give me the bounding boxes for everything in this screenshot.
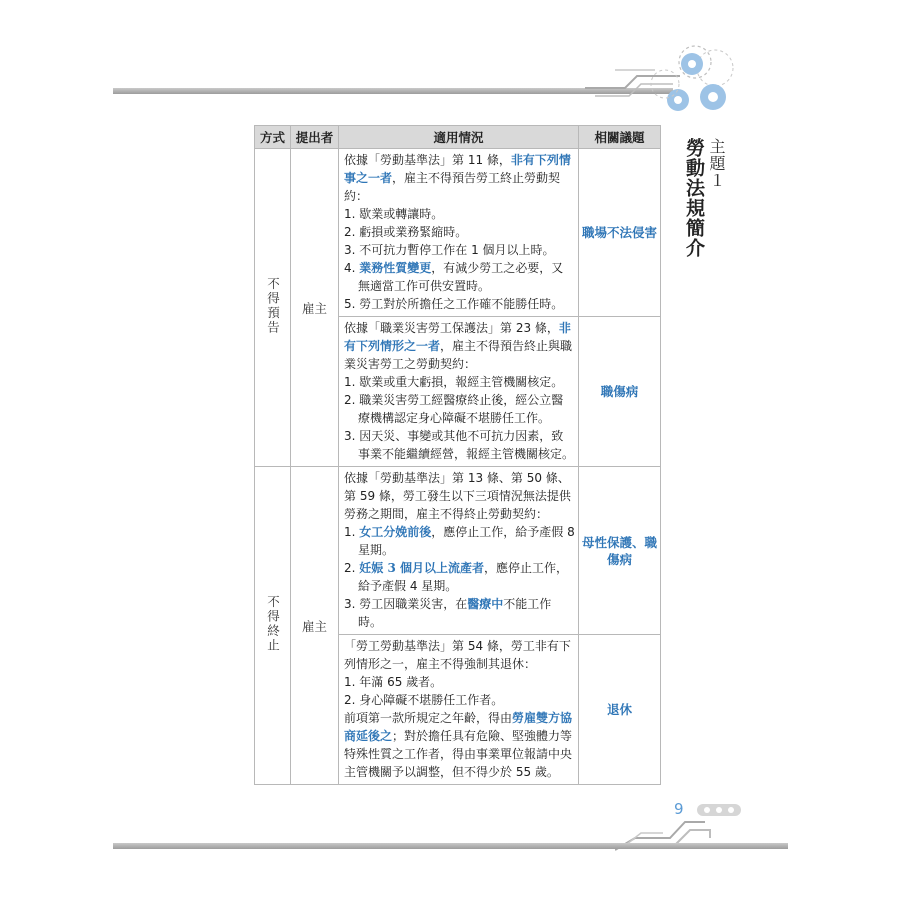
list-item: 3. 不可抗力暫停工作在 1 個月以上時。 xyxy=(344,243,555,257)
method-cell: 不得終止 xyxy=(255,467,291,785)
list-item: 2. 虧損或業務緊縮時。 xyxy=(344,225,468,239)
footer-rule xyxy=(113,843,788,849)
list-item: 1. 歇業或轉讓時。 xyxy=(344,207,444,221)
gear-circuit-decoration xyxy=(585,40,745,120)
labor-law-table xyxy=(254,125,661,785)
footer-circuit-decoration xyxy=(615,800,755,860)
list-item: 1. 歇業或重大虧損，報經主管機關核定。 xyxy=(344,375,564,389)
issue-cell: 職傷病 xyxy=(579,317,661,467)
page-number: 9 xyxy=(674,800,684,818)
list-item: 2. 職業災害勞工經醫療終止後，經公立醫療機構認定身心障礙不堪勝任工作。 xyxy=(344,393,564,425)
header-issue: 相關議題 xyxy=(579,126,661,149)
header-proposer: 提出者 xyxy=(291,126,339,149)
header-method: 方式 xyxy=(255,126,291,149)
issue-cell: 母性保護、職傷病 xyxy=(579,467,661,635)
table-row xyxy=(255,467,661,635)
list-item: 4. 業務性質變更，有減少勞工之必要，又無適當工作可供安置時。 xyxy=(344,261,564,293)
method-cell: 不得預告 xyxy=(255,149,291,467)
proposer-cell: 雇主 xyxy=(291,467,339,785)
list-item: 3. 因天災、事變或其他不可抗力因素，致事業不能繼續經營，報經主管機關核定。 xyxy=(344,429,575,461)
proposer-cell: 雇主 xyxy=(291,149,339,467)
content-cell xyxy=(339,149,579,317)
content-cell xyxy=(339,635,579,785)
table-row xyxy=(255,149,661,317)
issue-cell: 退休 xyxy=(579,635,661,785)
issue-cell: 職場不法侵害 xyxy=(579,149,661,317)
list-item: 3. 勞工因職業災害，在醫療中不能工作時。 xyxy=(344,597,552,629)
table-header-row xyxy=(255,126,661,149)
list-item: 2. 身心障礙不堪勝任工作者。 xyxy=(344,693,504,707)
header-applicable: 適用情況 xyxy=(339,126,579,149)
content-intro: 依據「勞動基準法」第 11 條，非有下列情事之一者，雇主不得預告勞工終止勞動契約： xyxy=(344,153,571,203)
content-outro: 前項第一款所規定之年齡，得由勞雇雙方協商延後之；對於擔任具有危險、堅強體力等特殊性質之工作者，得由事業單位報請中央主管機關予以調整，但不得少於 55 歲。 xyxy=(344,711,573,779)
content-cell xyxy=(339,467,579,635)
topic-title: 勞動法規簡介 xyxy=(683,138,705,258)
content-intro: 依據「勞動基準法」第 13 條、第 50 條、第 59 條，勞工發生以下三項情況無法提供勞務之期間，雇主不得終止勞動契約： xyxy=(344,471,571,521)
list-item: 1. 年滿 65 歲者。 xyxy=(344,675,443,689)
list-item: 5. 勞工對於所擔任之工作確不能勝任時。 xyxy=(344,297,564,311)
content-intro: 「勞工勞動基準法」第 54 條，勞工非有下列情形之一，雇主不得強制其退休： xyxy=(344,639,571,671)
topic-label: 主題１ xyxy=(707,138,726,189)
list-item: 2. 妊娠 3 個月以上流產者，應停止工作，給予產假 4 星期。 xyxy=(344,561,568,593)
list-item: 1. 女工分娩前後，應停止工作，給予產假 8 星期。 xyxy=(344,525,575,557)
content-intro: 依據「職業災害勞工保護法」第 23 條，非有下列情形之一者，雇主不得預告終止與職業災害勞工之勞動契約： xyxy=(344,321,573,371)
content-cell xyxy=(339,317,579,467)
